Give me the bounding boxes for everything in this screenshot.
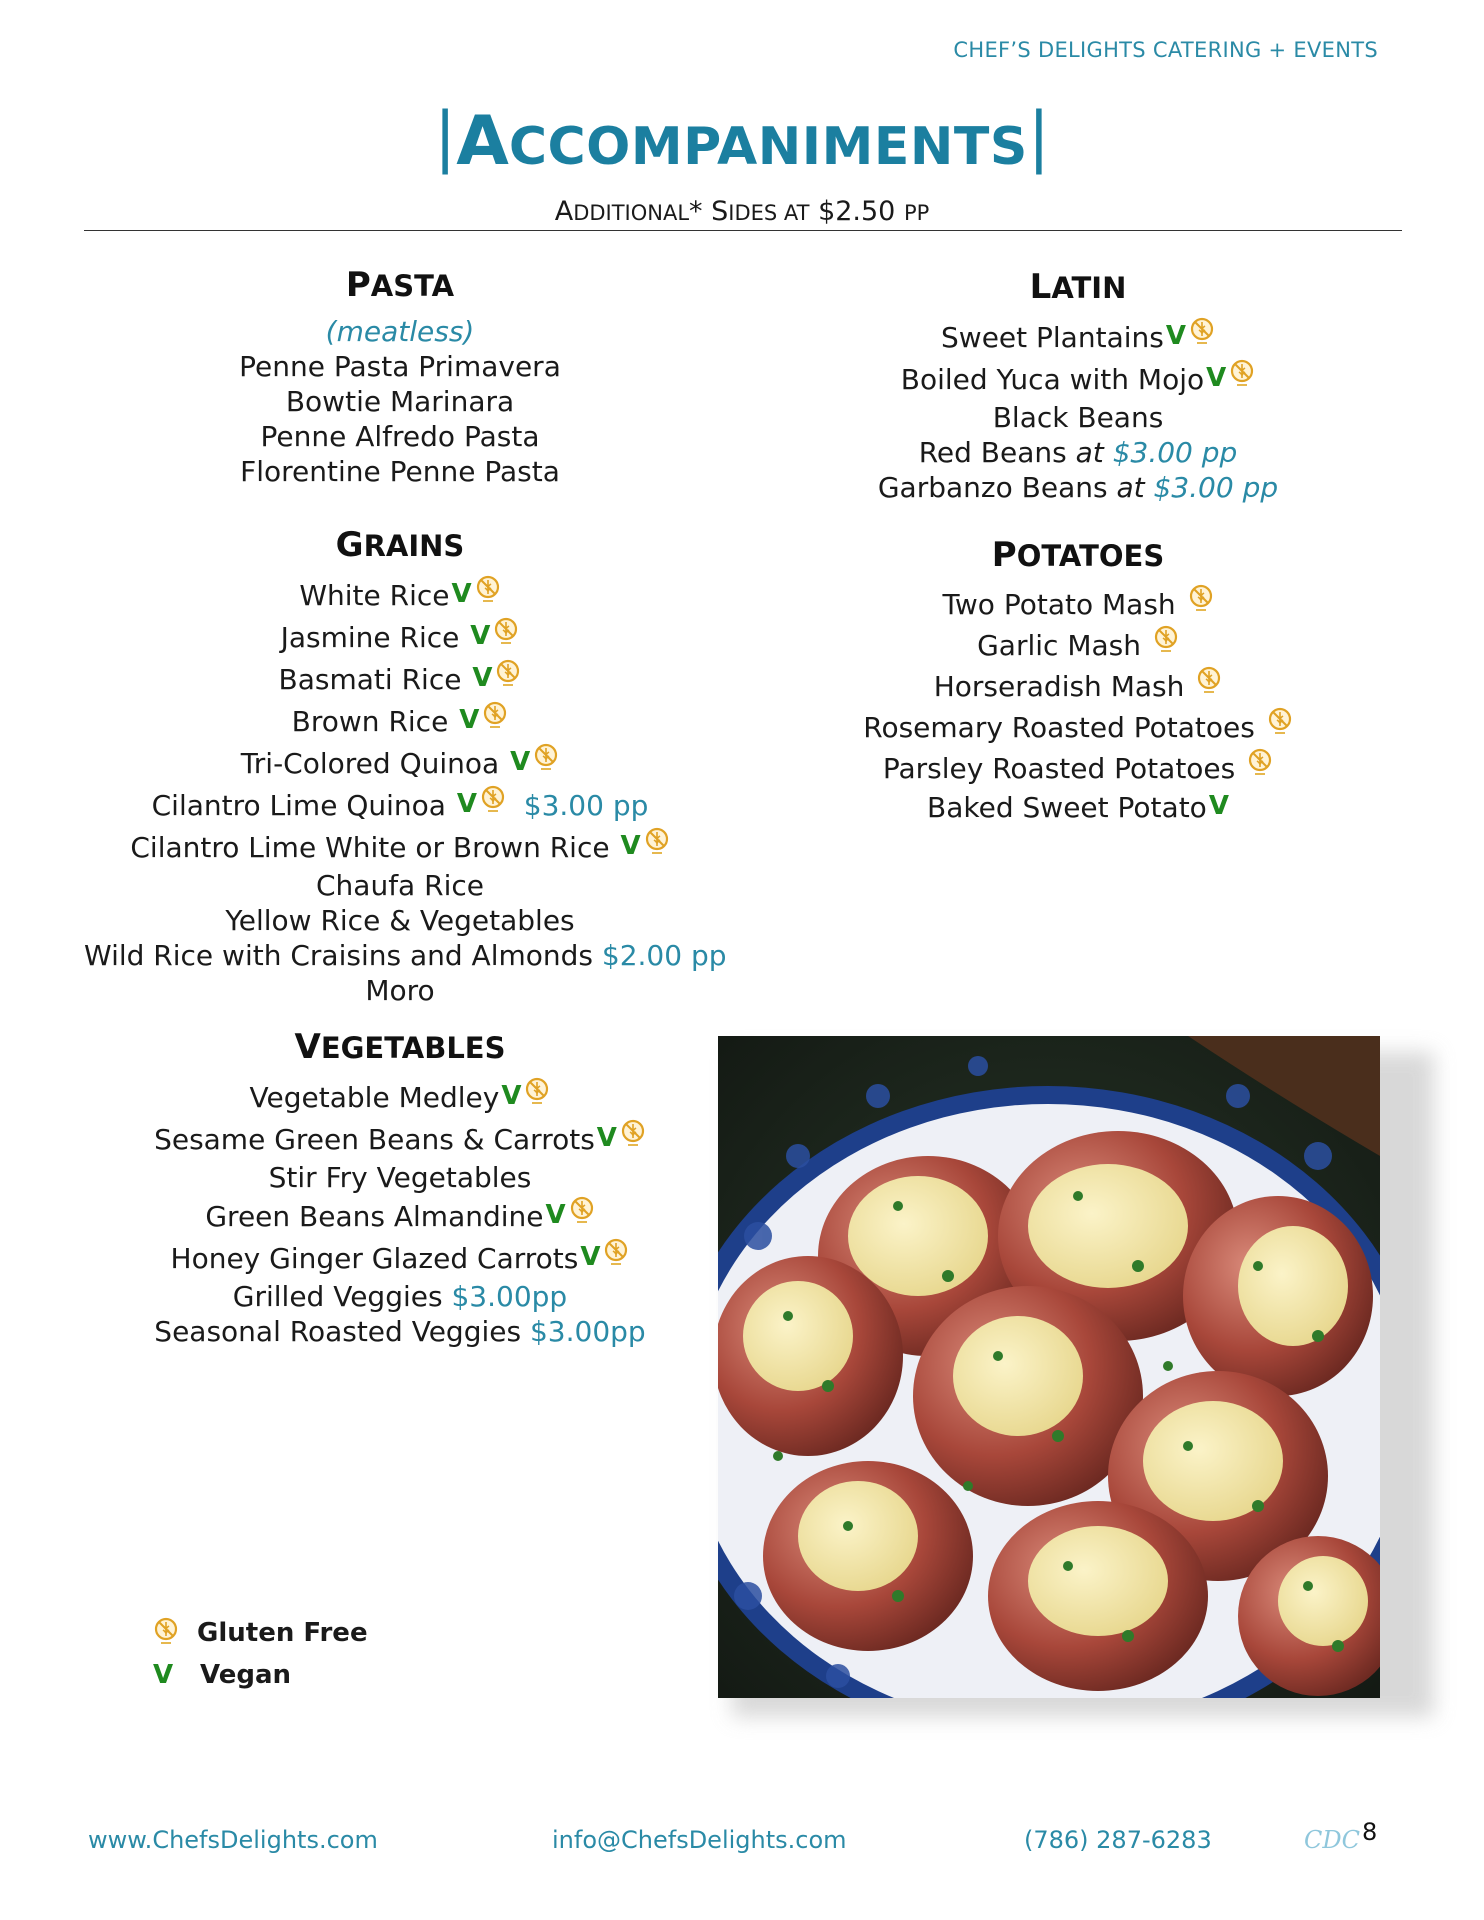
gluten-free-icon bbox=[1189, 317, 1215, 349]
potato-bowl-image bbox=[718, 1036, 1380, 1698]
vegan-icon: V bbox=[510, 747, 531, 777]
vegan-icon: V bbox=[1165, 321, 1186, 351]
item-price: $2.00 pp bbox=[601, 939, 727, 972]
item-at: at bbox=[1075, 436, 1113, 469]
title-rest: RAINS bbox=[363, 529, 465, 563]
gluten-free-icon bbox=[569, 1196, 595, 1228]
subtitle-part: PP bbox=[903, 201, 930, 225]
gluten-free-icon bbox=[1153, 625, 1179, 657]
menu-item: Penne Pasta Primavera bbox=[239, 350, 561, 383]
item-name: Sweet Plantains bbox=[941, 321, 1164, 354]
title-cap: V bbox=[294, 1027, 321, 1067]
gluten-free-icon bbox=[1196, 666, 1222, 698]
menu-item bbox=[848, 358, 1308, 400]
menu-item bbox=[848, 789, 1308, 825]
menu-item bbox=[84, 1279, 716, 1314]
legend-gluten-free bbox=[150, 1612, 368, 1654]
menu-item: Florentine Penne Pasta bbox=[240, 455, 560, 488]
potato-photo bbox=[718, 1036, 1380, 1698]
title-cap: P bbox=[345, 265, 371, 305]
section-vegetables bbox=[84, 1027, 716, 1349]
section-grains bbox=[84, 525, 727, 1008]
item-name: Jasmine Rice bbox=[280, 621, 469, 654]
section-title bbox=[848, 535, 1308, 575]
vegan-icon: V bbox=[580, 1242, 601, 1272]
menu-item: Black Beans bbox=[992, 401, 1164, 434]
item-name: Green Beans Almandine bbox=[205, 1200, 544, 1233]
menu-item: Stir Fry Vegetables bbox=[268, 1161, 532, 1194]
item-at: at bbox=[1116, 471, 1154, 504]
brand-header: CHEF’S DELIGHTS CATERING + EVENTS bbox=[953, 38, 1378, 62]
vegan-icon: V bbox=[1208, 791, 1229, 821]
section-title bbox=[84, 525, 716, 565]
title-cap: P bbox=[991, 535, 1017, 575]
menu-item bbox=[84, 938, 727, 973]
menu-item: Moro bbox=[365, 974, 435, 1007]
menu-item bbox=[84, 616, 716, 658]
gluten-free-icon bbox=[153, 1617, 179, 1649]
vegan-icon: V bbox=[501, 1081, 522, 1111]
menu-item bbox=[848, 625, 1308, 666]
item-name: Wild Rice with Craisins and Almonds bbox=[84, 939, 602, 972]
menu-item bbox=[84, 742, 716, 784]
section-potatoes bbox=[848, 535, 1308, 825]
title-rest: CCOMPANIMENTS bbox=[508, 117, 1028, 177]
menu-item: Penne Alfredo Pasta bbox=[260, 420, 540, 453]
gluten-free-icon bbox=[524, 1077, 550, 1109]
vegan-icon: V bbox=[456, 789, 477, 819]
title-first-letter: A bbox=[456, 102, 509, 181]
section-latin bbox=[848, 267, 1308, 505]
title-rest: OTATOES bbox=[1016, 539, 1165, 573]
footer-email-link[interactable]: info@ChefsDelights.com bbox=[552, 1826, 847, 1854]
vegan-icon: V bbox=[152, 1660, 174, 1690]
item-name: Baked Sweet Potato bbox=[927, 791, 1207, 824]
header-divider bbox=[84, 230, 1402, 231]
menu-item: Bowtie Marinara bbox=[285, 385, 515, 418]
menu-item bbox=[84, 1118, 716, 1160]
gluten-free-icon bbox=[493, 617, 519, 649]
subtitle-part: * bbox=[689, 196, 712, 227]
gluten-free-icon bbox=[533, 743, 559, 775]
vegan-icon: V bbox=[545, 1200, 566, 1230]
subtitle-part: IDES AT bbox=[728, 201, 810, 225]
gluten-free-icon bbox=[480, 785, 506, 817]
subtitle bbox=[0, 196, 1484, 227]
vegan-icon: V bbox=[451, 579, 472, 609]
item-name: Two Potato Mash bbox=[942, 588, 1185, 621]
gluten-free-icon bbox=[603, 1238, 629, 1270]
title-rest: EGETABLES bbox=[320, 1031, 506, 1065]
section-pasta bbox=[84, 265, 716, 489]
item-name: Garlic Mash bbox=[977, 629, 1150, 662]
item-name: Vegetable Medley bbox=[249, 1081, 500, 1114]
menu-item bbox=[84, 1195, 716, 1237]
item-name: Cilantro Lime White or Brown Rice bbox=[130, 831, 619, 864]
menu-item bbox=[848, 584, 1308, 625]
menu-item bbox=[84, 1314, 716, 1349]
item-price: $3.00pp bbox=[529, 1315, 646, 1348]
pasta-note: (meatless) bbox=[325, 315, 475, 348]
item-name: Honey Ginger Glazed Carrots bbox=[170, 1242, 579, 1275]
legend-vegan bbox=[150, 1654, 368, 1696]
item-name: Red Beans bbox=[918, 436, 1076, 469]
item-name: Tri-Colored Quinoa bbox=[240, 747, 509, 780]
gluten-free-icon bbox=[495, 659, 521, 691]
gluten-free-icon bbox=[1267, 707, 1293, 739]
gluten-free-icon bbox=[1247, 748, 1273, 780]
item-name: White Rice bbox=[299, 579, 450, 612]
subtitle-part: DDITIONAL bbox=[573, 201, 690, 225]
menu-item bbox=[848, 707, 1308, 748]
section-title bbox=[848, 267, 1308, 307]
gluten-free-icon bbox=[475, 575, 501, 607]
item-name: Brown Rice bbox=[291, 705, 458, 738]
item-name: Boiled Yuca with Mojo bbox=[900, 363, 1205, 396]
page-number: 8 bbox=[1362, 1818, 1378, 1846]
menu-item bbox=[84, 658, 716, 700]
title-rest: ATIN bbox=[1051, 271, 1127, 305]
item-price: $3.00pp bbox=[451, 1280, 568, 1313]
company-logo: CDC bbox=[1304, 1826, 1360, 1854]
item-name: Grilled Veggies bbox=[232, 1280, 452, 1313]
subtitle-price: $2.50 bbox=[809, 196, 904, 227]
item-name: Parsley Roasted Potatoes bbox=[882, 752, 1245, 785]
menu-item bbox=[84, 1237, 716, 1279]
item-name: Rosemary Roasted Potatoes bbox=[863, 711, 1264, 744]
gluten-free-icon bbox=[1188, 584, 1214, 616]
page-title bbox=[0, 98, 1484, 181]
menu-item bbox=[848, 470, 1308, 505]
title-cap: G bbox=[335, 525, 364, 565]
menu-item bbox=[848, 666, 1308, 707]
gluten-free-icon bbox=[620, 1119, 646, 1151]
gluten-free-icon bbox=[482, 701, 508, 733]
title-rest: ASTA bbox=[370, 269, 455, 303]
item-name: Cilantro Lime Quinoa bbox=[151, 789, 455, 822]
menu-item bbox=[84, 1076, 716, 1118]
section-title bbox=[84, 265, 716, 305]
item-name: Sesame Green Beans & Carrots bbox=[154, 1123, 595, 1156]
vegan-icon: V bbox=[472, 663, 493, 693]
footer-phone[interactable]: (786) 287-6283 bbox=[1024, 1826, 1212, 1854]
footer-website-link[interactable]: www.ChefsDelights.com bbox=[88, 1826, 378, 1854]
subtitle-part: A bbox=[554, 196, 574, 227]
title-bar-right: | bbox=[1027, 98, 1051, 175]
item-price: $3.00 pp bbox=[1112, 436, 1238, 469]
item-price: $3.00 pp bbox=[523, 789, 649, 822]
menu-item bbox=[84, 574, 716, 616]
gluten-free-icon bbox=[1229, 359, 1255, 391]
title-cap: L bbox=[1029, 267, 1052, 307]
vegan-icon: V bbox=[459, 705, 480, 735]
dietary-legend bbox=[150, 1612, 368, 1696]
menu-item bbox=[848, 316, 1308, 358]
menu-item bbox=[84, 700, 716, 742]
vegan-icon: V bbox=[620, 831, 641, 861]
vegan-icon: V bbox=[596, 1123, 617, 1153]
gluten-free-icon bbox=[644, 827, 670, 859]
menu-item bbox=[84, 826, 716, 868]
section-title bbox=[84, 1027, 716, 1067]
menu-item: Yellow Rice & Vegetables bbox=[225, 904, 575, 937]
item-price: $3.00 pp bbox=[1153, 471, 1279, 504]
menu-item bbox=[848, 435, 1308, 470]
menu-item bbox=[848, 748, 1308, 789]
menu-item bbox=[84, 784, 716, 826]
legend-label: Vegan bbox=[200, 1660, 291, 1690]
item-name: Garbanzo Beans bbox=[877, 471, 1117, 504]
item-name: Seasonal Roasted Veggies bbox=[154, 1315, 530, 1348]
title-bar-left: | bbox=[433, 98, 457, 175]
subtitle-part: S bbox=[711, 196, 729, 227]
item-name: Basmati Rice bbox=[278, 663, 471, 696]
vegan-icon: V bbox=[470, 621, 491, 651]
vegan-icon: V bbox=[1206, 363, 1227, 393]
menu-item: Chaufa Rice bbox=[316, 869, 484, 902]
item-name: Horseradish Mash bbox=[933, 670, 1194, 703]
legend-label: Gluten Free bbox=[197, 1618, 368, 1648]
